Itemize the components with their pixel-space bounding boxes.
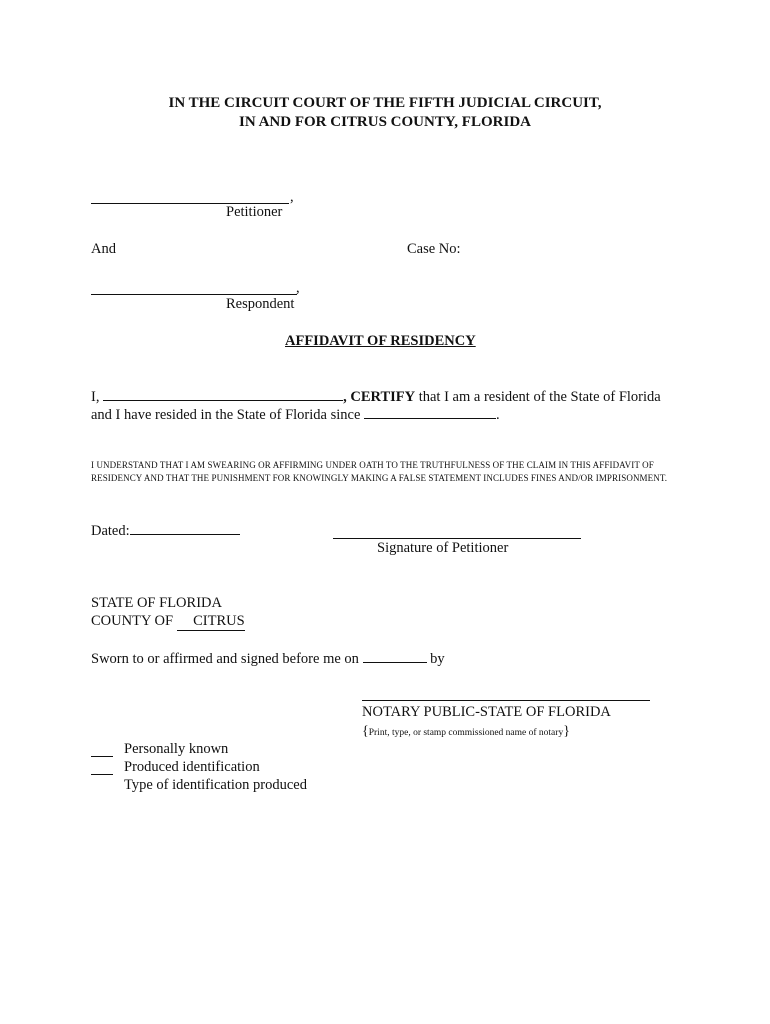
- by-label: by: [430, 651, 445, 667]
- certify-label: , CERTIFY: [343, 389, 416, 405]
- affidavit-title: AFFIDAVIT OF RESIDENCY: [285, 333, 476, 349]
- sworn-date-line[interactable]: [363, 650, 427, 663]
- petitioner-signature-line[interactable]: [333, 538, 581, 539]
- court-heading-line2: IN AND FOR CITRUS COUNTY, FLORIDA: [239, 114, 531, 130]
- notary-hint-open-brace: {: [362, 724, 369, 739]
- county-value: CITRUS: [177, 613, 245, 631]
- sworn-text: Sworn to or affirmed and signed before me on: [91, 651, 359, 667]
- signature-label: Signature of Petitioner: [377, 540, 509, 556]
- county-row: [91, 613, 245, 631]
- notary-title: NOTARY PUBLIC-STATE OF FLORIDA: [362, 704, 611, 720]
- case-no-label: Case No:: [407, 241, 461, 257]
- respondent-label: Respondent: [226, 296, 295, 312]
- certify-sentence: [91, 388, 661, 406]
- oath-notice: I UNDERSTAND THAT I AM SWEARING OR AFFIRMING UNDER OATH TO THE TRUTHFULNESS OF THE CLAIM IN THIS AFFIDAVIT OF RESIDENCY AND THAT THE PUNISHMENT FOR KNOWINGLY MAKING A FALSE STATEMENT INCLUDES FINES AND/OR IMPRISONMENT.: [91, 460, 668, 483]
- court-heading-line1: IN THE CIRCUIT COURT OF THE FIFTH JUDICIAL CIRCUIT,: [168, 95, 602, 111]
- county-label: COUNTY OF: [91, 613, 174, 629]
- sworn-row: [91, 650, 445, 668]
- i-label: I,: [91, 389, 100, 405]
- personally-known-checkline[interactable]: [91, 756, 113, 757]
- certify-rest: that I am a resident of the State of Florida: [415, 389, 661, 405]
- notary-signature-line[interactable]: [362, 700, 650, 701]
- produced-id-label: Produced identification: [124, 759, 260, 775]
- dated-label: Dated:: [91, 523, 130, 539]
- petitioner-comma: ,: [290, 189, 294, 205]
- state-label: STATE OF FLORIDA: [91, 595, 222, 611]
- and-label: And: [91, 241, 116, 257]
- respondent-comma: ,: [296, 280, 300, 296]
- personally-known-label: Personally known: [124, 741, 229, 757]
- produced-id-checkline[interactable]: [91, 774, 113, 775]
- notary-hint: Print, type, or stamp commissioned name of notary: [368, 728, 564, 738]
- notary-hint-row: [362, 722, 570, 740]
- residence-since-period: .: [496, 407, 500, 423]
- residence-since-date-line[interactable]: [364, 406, 496, 419]
- resident-name-line[interactable]: [103, 388, 343, 401]
- dated-row: [91, 522, 240, 540]
- notary-hint-close-brace: }: [563, 724, 570, 739]
- respondent-name-line[interactable]: [91, 294, 297, 295]
- residence-since-sentence: [91, 406, 500, 424]
- type-id-label: Type of identification produced: [124, 777, 307, 793]
- residence-since-text: and I have resided in the State of Florida since: [91, 407, 361, 423]
- petitioner-label: Petitioner: [226, 204, 283, 220]
- dated-line[interactable]: [130, 522, 240, 535]
